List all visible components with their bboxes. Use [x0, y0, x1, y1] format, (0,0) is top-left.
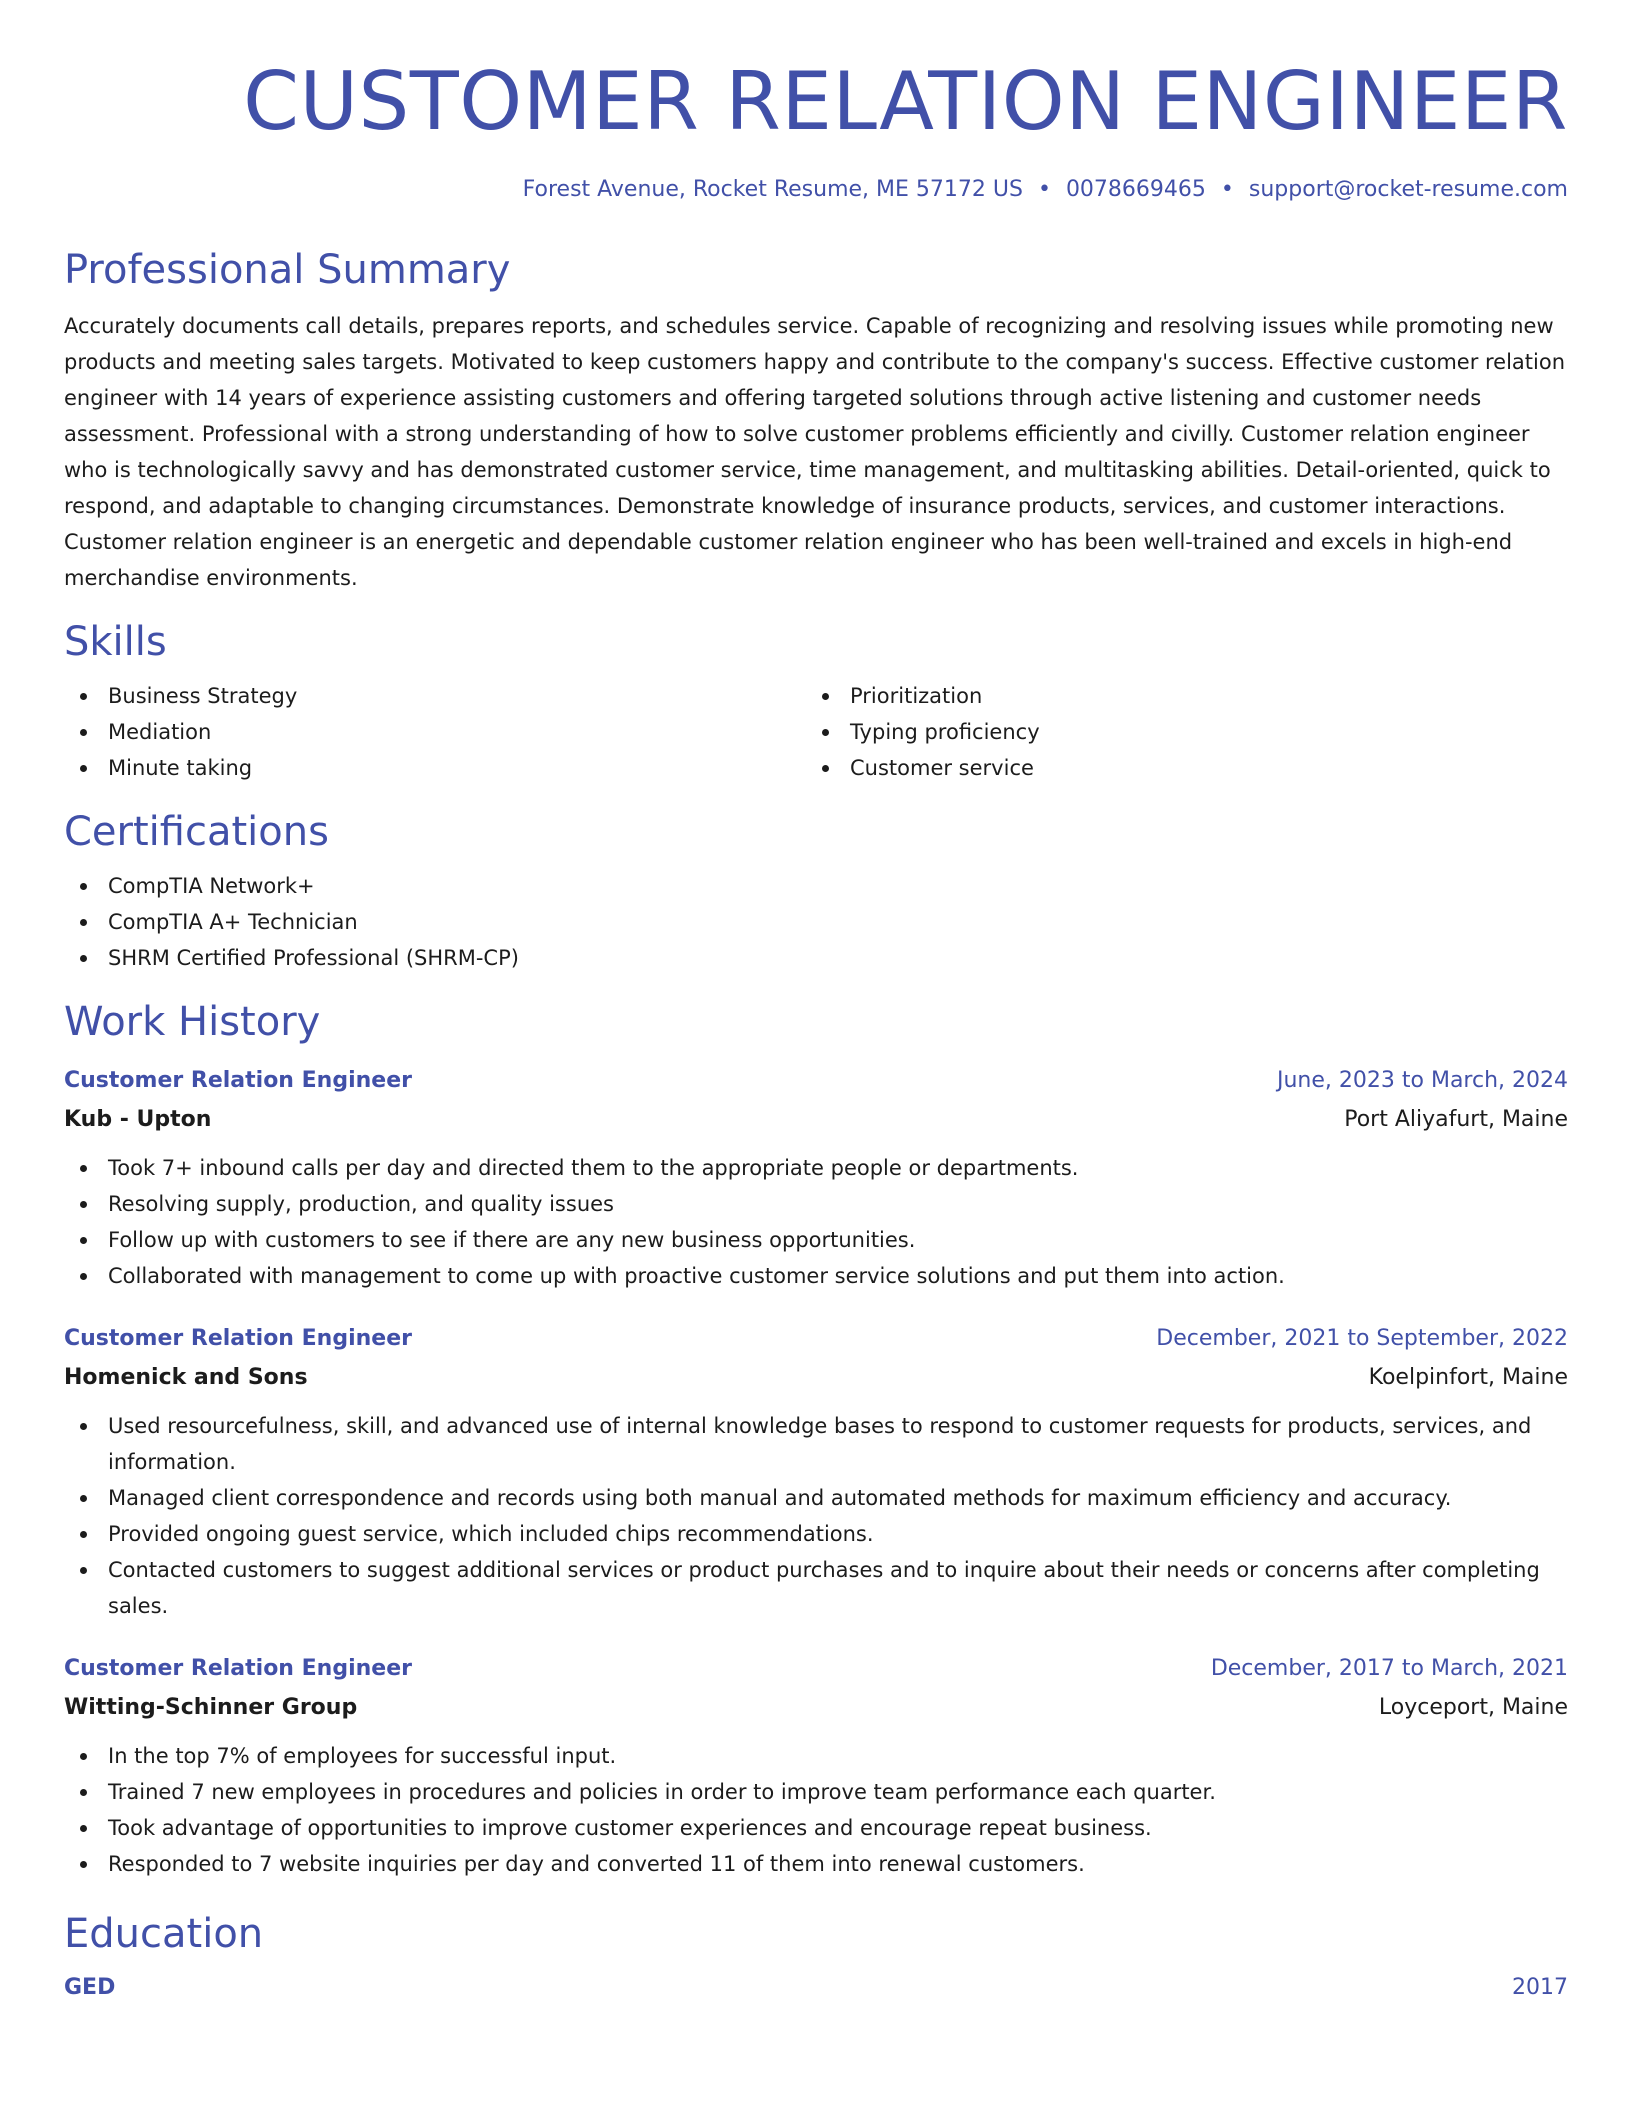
job-bullet: Used resourcefulness, skill, and advanced use of internal knowledge bases to respond to customer requests for products, services, and information. [64, 1408, 1568, 1480]
contact-phone: 0078669465 [1065, 177, 1206, 202]
job-header-row [64, 1650, 1568, 1688]
skills-grid [64, 678, 1568, 786]
certifications-section [64, 806, 1568, 976]
job-title: Customer Relation Engineer [64, 1326, 412, 1351]
education-degree: GED [64, 1975, 116, 2000]
section-title-work-history: Work History [64, 999, 321, 1045]
contact-line [64, 174, 1568, 206]
skill-item: Mediation [64, 714, 806, 750]
contact-email[interactable]: support@rocket-resume.com [1248, 177, 1568, 202]
job-entry [64, 1062, 1568, 1294]
job-location: Koelpinfort, Maine [1368, 1365, 1568, 1390]
skill-item: Prioritization [806, 678, 1548, 714]
job-title: Customer Relation Engineer [64, 1656, 412, 1681]
job-dates: December, 2021 to September, 2022 [1156, 1326, 1568, 1351]
skill-item: Customer service [806, 750, 1548, 786]
job-bullet: Follow up with customers to see if there are any new business opportunities. [64, 1222, 1568, 1258]
job-bullet: Contacted customers to suggest additional services or product purchases and to inquire about their needs or concerns after completing sales. [64, 1552, 1568, 1624]
job-dates: June, 2023 to March, 2024 [1277, 1068, 1568, 1093]
job-bullet: Took 7+ inbound calls per day and directed them to the appropriate people or departments. [64, 1150, 1568, 1186]
job-bullets [64, 1408, 1568, 1624]
job-location: Port Aliyafurt, Maine [1344, 1107, 1568, 1132]
job-bullets [64, 1738, 1568, 1882]
job-company: Homenick and Sons [64, 1365, 308, 1390]
job-entry [64, 1650, 1568, 1882]
education-section [64, 1908, 1568, 2006]
resume-name: CUSTOMER RELATION ENGINEER [243, 55, 1568, 148]
job-header-row [64, 1320, 1568, 1358]
job-bullet: Resolving supply, production, and quality issues [64, 1186, 1568, 1222]
job-header-row [64, 1062, 1568, 1100]
job-bullet: Trained 7 new employees in procedures and policies in order to improve team performance each quarter. [64, 1774, 1568, 1810]
section-title-skills: Skills [64, 619, 167, 665]
certification-item: CompTIA A+ Technician [64, 904, 1568, 940]
summary-text: Accurately documents call details, prepares reports, and schedules service. Capable of recognizing and resolving issues while promoting new products and meeting sales targets. Motivated to keep customers happy and contribute to the company's success. Effective customer relation engineer with 14 years of experience assisting customers and offering targeted solutions through active listening and customer needs assessment. Professional with a strong understanding of how to solve customer problems efficiently and civilly. Customer relation engineer who is technologically savvy and has demonstrated customer service, time management, and multitasking abilities. Detail-oriented, quick to respond, and adaptable to changing circumstances. Demonstrate knowledge of insurance products, services, and customer interactions. Customer relation engineer is an energetic and dependable customer relation engineer who has been well-trained and excels in high-end merchandise environments. [64, 314, 1566, 590]
job-bullets [64, 1150, 1568, 1294]
contact-separator: • [1220, 177, 1234, 202]
education-entry [64, 1970, 1568, 2006]
skill-item: Business Strategy [64, 678, 806, 714]
job-bullet: Took advantage of opportunities to improve customer experiences and encourage repeat business. [64, 1810, 1568, 1846]
job-location: Loyceport, Maine [1378, 1695, 1568, 1720]
certification-item: SHRM Certified Professional (SHRM-CP) [64, 940, 1568, 976]
job-company-row [64, 1358, 1568, 1398]
job-entry [64, 1320, 1568, 1624]
job-bullet: Provided ongoing guest service, which included chips recommendations. [64, 1516, 1568, 1552]
skills-list-left [64, 678, 806, 786]
job-company: Witting-Schinner Group [64, 1695, 358, 1720]
skills-section [64, 616, 1568, 786]
skills-list-right [806, 678, 1548, 786]
job-dates: December, 2017 to March, 2021 [1210, 1656, 1568, 1681]
summary-section [64, 244, 1568, 596]
job-title: Customer Relation Engineer [64, 1068, 412, 1093]
job-bullet: In the top 7% of employees for successful input. [64, 1738, 1568, 1774]
job-company-row [64, 1688, 1568, 1728]
contact-address: Forest Avenue, Rocket Resume, ME 57172 US [522, 177, 1023, 202]
resume-page [64, 0, 1568, 2006]
job-bullet: Managed client correspondence and records using both manual and automated methods for maximum efficiency and accuracy. [64, 1480, 1568, 1516]
certifications-list [64, 868, 1568, 976]
job-company-row [64, 1100, 1568, 1140]
section-title-certifications: Certifications [64, 809, 329, 855]
job-bullet: Responded to 7 website inquiries per day and converted 11 of them into renewal customers. [64, 1846, 1568, 1882]
skill-item: Typing proficiency [806, 714, 1548, 750]
certification-item: CompTIA Network+ [64, 868, 1568, 904]
contact-separator: • [1037, 177, 1051, 202]
job-company: Kub - Upton [64, 1107, 212, 1132]
work-history-section [64, 996, 1568, 1882]
job-bullet: Collaborated with management to come up with proactive customer service solutions and put them into action. [64, 1258, 1568, 1294]
section-title-education: Education [64, 1911, 264, 1957]
section-title-summary: Professional Summary [64, 247, 511, 293]
education-year: 2017 [1512, 1975, 1568, 2000]
skill-item: Minute taking [64, 750, 806, 786]
